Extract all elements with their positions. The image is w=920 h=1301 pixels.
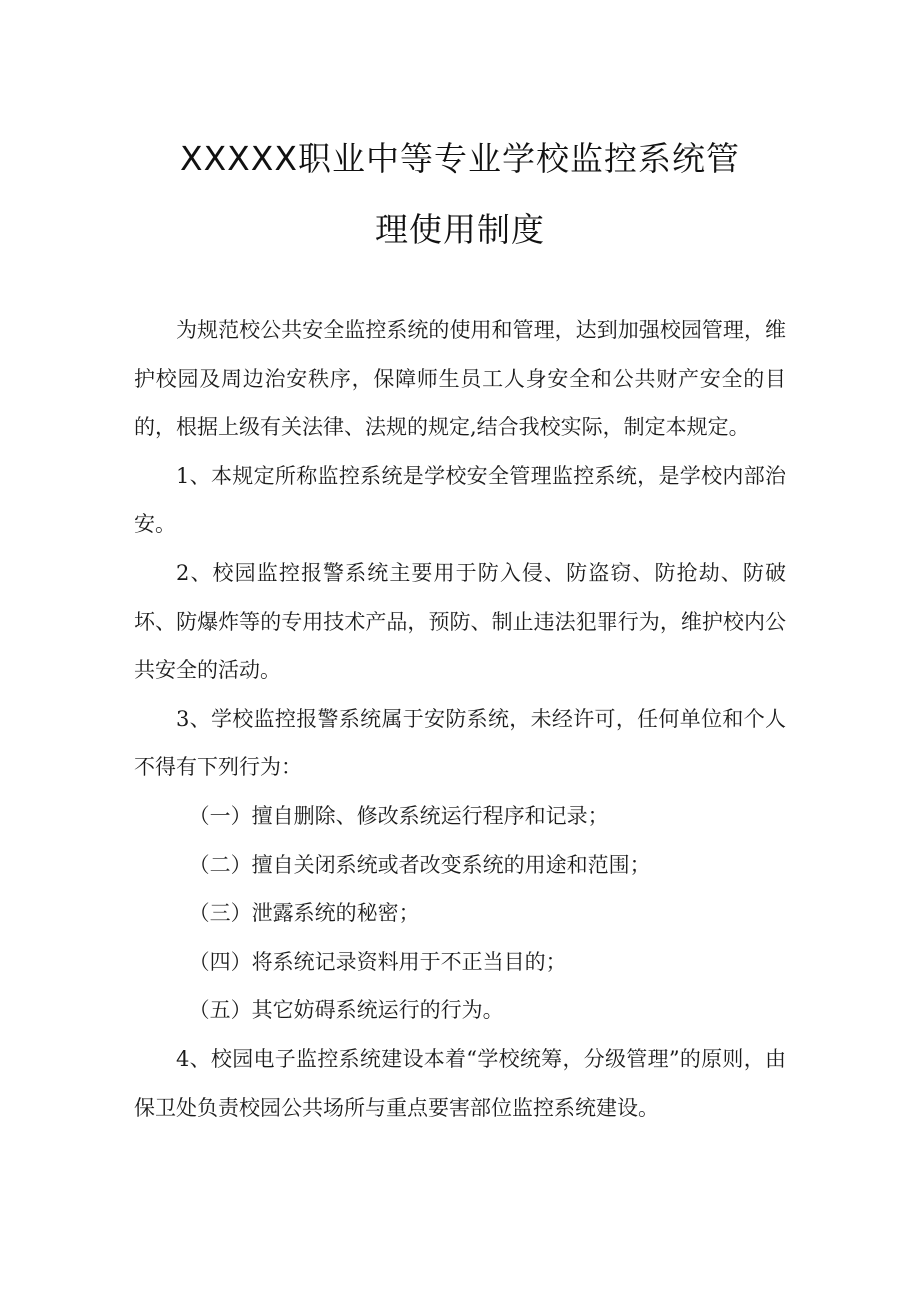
prohibited-item-2: （二）擅自关闭系统或者改变系统的用途和范围； bbox=[188, 852, 651, 877]
prohibited-item-1: （一）擅自删除、修改系统运行程序和记录； bbox=[188, 803, 609, 828]
prohibited-item-3: （三）泄露系统的秘密； bbox=[188, 901, 420, 926]
intro-paragraph: 为规范校公共安全监控系统的使用和管理，达到加强校园管理，维护校园及周边治安秩序，保障师生员工人身安全和公共财产安全的目的，根据上级有关法律、法规的规定,结合我校实际，制定本规定。 bbox=[134, 318, 786, 440]
rule-3-paragraph: 3、学校监控报警系统属于安防系统，未经许可，任何单位和个人不得有下列行为： bbox=[134, 706, 786, 780]
prohibited-item-5: （五）其它妨碍系统运行的行为。 bbox=[188, 998, 504, 1023]
rule-4-paragraph: 4、校园电子监控系统建设本着“学校统筹，分级管理”的原则，由保卫处负责校园公共场所与重点要害部位监控系统建设。 bbox=[134, 1046, 786, 1120]
rule-2-paragraph: 2、校园监控报警系统主要用于防入侵、防盗窃、防抢劫、防破坏、防爆炸等的专用技术产品，预防、制止违法犯罪行为，维护校内公共安全的活动。 bbox=[134, 560, 786, 683]
document-body bbox=[134, 306, 786, 1132]
prohibited-item-4: （四）将系统记录资料用于不正当目的； bbox=[188, 949, 567, 974]
document-title-line-1: XXXXX职业中等专业学校监控系统管 bbox=[179, 139, 741, 178]
rule-1-paragraph: 1、本规定所称监控系统是学校安全管理监控系统，是学校内部治安。 bbox=[134, 463, 786, 537]
document-title-line-2: 理使用制度 bbox=[375, 210, 545, 249]
